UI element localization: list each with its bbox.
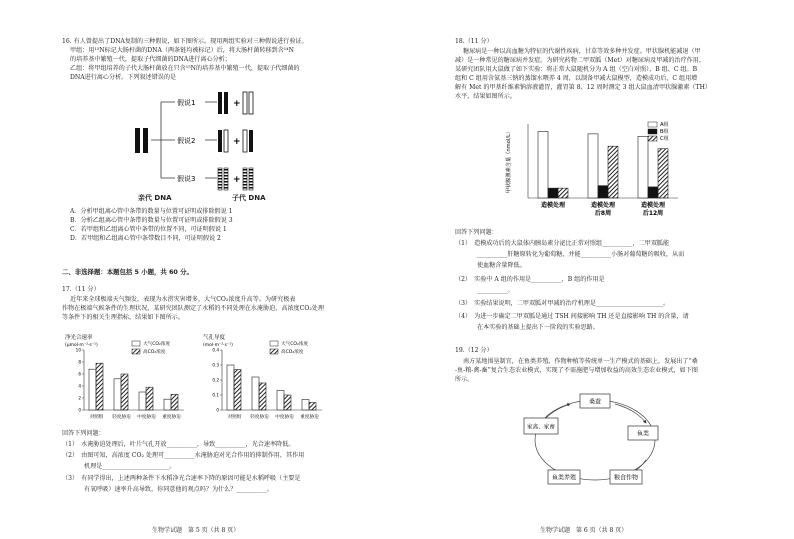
bar (146, 387, 153, 410)
q18-intro: 某研究团队用大鼠做了如下实验：将正常大鼠随机分为 A 组（空白对照）、B 组、C 组。B (455, 66, 698, 73)
q18-question: __________肝糖原转化为葡萄糖，并能__________小肠对葡萄糖的吸收，从而 (477, 251, 685, 258)
bar (259, 383, 266, 410)
q17-intro: 等条件下的相关生理指标，结果如下图所示。 (62, 314, 184, 321)
bar (558, 188, 568, 198)
option-d: D．若甲组和乙组离心管中条带数目不同，可证明假说 2 (70, 235, 221, 242)
hypothesis-label: 假说2 (177, 137, 196, 145)
bar (89, 369, 96, 410)
arrow-lines (205, 102, 217, 178)
page-footer-right: 生物学试题 第 6 页（共 8 页） (540, 527, 628, 534)
cycle-arrow (615, 404, 646, 423)
legend-swatch (648, 129, 657, 134)
bar (302, 400, 309, 411)
stomatal-conductance-chart (200, 330, 330, 426)
q17-questions-label: 回答下列问题： (62, 430, 105, 437)
q17-intro: 作物在极端气候条件的生理状况，某研究团队测定了水稻的不同处理在水淹胁迫、高浓度CO₂处理 (62, 305, 324, 312)
q18-question: 在本实验的基础上提出下一阶段的实验思路。 (477, 324, 599, 331)
q16-line: DNA进行离心分析。下列叙述错误的是 (70, 74, 177, 81)
q18-header: 18.（11 分） (455, 38, 493, 45)
bar (139, 392, 146, 410)
legend-label: 高CO₂浓度 (143, 350, 166, 355)
option-a: A．分析甲组离心管中条带的数量与位置可证明或排除假说 1 (70, 208, 233, 215)
bar (171, 394, 178, 410)
bar (638, 136, 648, 198)
x-tick-label: 中度胁迫 (137, 415, 156, 420)
x-tick-label: 后12周 (642, 210, 664, 217)
y-tick-label: 0 (216, 407, 219, 413)
q17-question: （1） 水淹胁迫处理后，叶片气孔开放__________，导致__________，光合速率降低。 (62, 441, 295, 448)
q19-intro: 南方某地围垦制宜，在鱼类养殖、作物种植等传统单一生产模式的基础上，发展出了“桑 (463, 358, 698, 365)
parent-strand (143, 128, 148, 153)
bar (608, 146, 618, 198)
q18-question: （1） 造模成功后的大鼠体内胰岛素分泌比正常对照组__________，二甲双胍能 (455, 240, 670, 247)
chart-ylabel: (mol·m⁻²·s⁻¹) (203, 343, 233, 348)
option-b: B．分析乙组离心管中条带的数量与位置可证明或排除假说 3 (70, 217, 233, 224)
legend-label: 大气CO₂浓度 (143, 342, 171, 347)
x-tick-label: 后8周 (594, 210, 612, 217)
q16-line: 的培养基中繁殖一代，提取子代细菌的DNA进行离心分析； (70, 56, 231, 63)
chart-ylabel: (μmol·m⁻²·s⁻¹) (65, 343, 98, 348)
legend-swatch (132, 349, 140, 354)
q18-intro: 组和 C 组用含氨基三钠的蒸馏水喂养 4 周，以制备甲减大鼠模型，造模成功后，C 组用增 (455, 75, 698, 82)
bar (648, 187, 658, 198)
q16-line: 16. 有人曾提出了DNA复制的三种假说，如下图所示。现用两组实验对三种假说进行验证。 (62, 38, 308, 45)
hypothesis-label: 假说3 (177, 175, 196, 183)
q18-intro: 水平，结果如图所示。 (455, 93, 516, 100)
net-photosynthesis-chart (62, 330, 192, 426)
bar (234, 370, 241, 411)
q18-question: （3） 实验结果说明，二甲双胍对甲减的治疗机理是______________________。 (455, 300, 670, 307)
q19-intro: -鱼-粮-禽-畜”复合生态农业模式，实现了不需施肥与增加收益的高效生态农业模式，如下图 (455, 367, 698, 374)
legend-swatch (132, 341, 140, 346)
bar (588, 134, 598, 198)
q18-intro: 糖尿病是一种以高血糖为特征的代谢性疾病，甘草等效多种并发症。甲状腺机能减退（甲 (463, 48, 701, 55)
y-tick-label: 0 (78, 407, 81, 413)
legend-label: B组 (660, 129, 669, 135)
x-tick-label: 中度胁迫 (275, 415, 294, 420)
q17-question: （3） 有同学得出，上述两种条件下水稻净光合速率下降的原因可能是水稻呼吸（主要是 (62, 475, 301, 482)
y-tick-label: 0.4 (212, 347, 219, 353)
x-tick-label: 轻度胁迫 (250, 415, 269, 420)
y-tick-label: 10 (75, 347, 81, 353)
svg-text:+: + (233, 137, 241, 147)
q18-question: 使血糖含量降低。 (477, 262, 526, 269)
bar (277, 391, 284, 411)
chart-title: 气孔导度 (203, 335, 226, 341)
section-heading: 二、非选择题：本题包括 5 小题，共 60 分。 (62, 268, 193, 276)
bar (538, 131, 548, 198)
q18-intro: 解有 Met 的甲基纤维素钠溶液灌胃，灌胃第 8、12 周时测定 3 组大鼠血清甲状腺激素（TH） (455, 84, 711, 91)
legend-swatch (270, 341, 278, 346)
node-crops: 粮食作物 (613, 474, 639, 482)
bar (227, 365, 234, 410)
node-silkworm: 桑蚕 (588, 398, 602, 406)
legend-swatch (648, 136, 657, 141)
q18-intro: 减）是一种常见的糖尿病并发症。为研究药物二甲双胍（Met）对糖尿病及甲减的治疗作用， (455, 57, 705, 64)
q16-line: 甲组：用¹⁵N标记大肠杆菌的DNA（两条链均被标记）后，将大肠杆菌转移到含¹⁴N (70, 47, 294, 54)
y-tick-label: 0.2 (212, 377, 219, 383)
bar (548, 188, 558, 198)
x-tick-label: 造模处理 (540, 202, 566, 209)
q17-question: （2） 由图可知，高浓度 CO₂ 处理可__________水淹胁迫对光合作用的抑制作用，其作用 (62, 452, 305, 459)
x-tick-label: 对照组 (227, 415, 242, 420)
x-tick-label: 造模处理 (640, 202, 666, 209)
child-dna-label: 子代 DNA (232, 194, 266, 202)
bar (658, 149, 668, 198)
q17-question: 机理是______________________。 (84, 463, 176, 470)
node-fish-farming: 鱼类养殖 (551, 474, 577, 482)
q18-question: （4） 为进一步确定二甲双胍是通过 TSH 间接影响 TH 还是直接影响 TH 的含量，请 (455, 313, 689, 320)
page-footer-left: 生物学试题 第 5 页（共 8 页） (152, 527, 240, 534)
legend-swatch (648, 122, 657, 127)
chart-title: 净光合速率 (65, 335, 93, 341)
svg-text:+: + (233, 175, 241, 185)
x-tick-label: 重度胁迫 (162, 415, 181, 420)
bar (164, 399, 171, 410)
legend-swatch (270, 349, 278, 354)
x-tick-label: 造模处理 (590, 202, 616, 209)
thyroid-hormone-chart (500, 106, 700, 226)
dna-hypotheses-diagram (125, 88, 285, 203)
chart-ylabel: 甲状腺激素含量（nmol/L） (506, 128, 512, 194)
q17-intro: 近年来全球极端天气频发，表现为水涝灾害增多，大气CO₂浓度升高等。为研究极表 (70, 296, 296, 303)
legend-label: C组 (660, 136, 669, 142)
bar (114, 379, 121, 410)
y-tick-label: 6 (78, 371, 81, 377)
option-c: C．若甲组和乙组离心管中条带的位置不同，可证明假说 1 (70, 226, 227, 233)
y-tick-label: 4 (78, 383, 81, 389)
bar (252, 377, 259, 410)
x-tick-label: 重度胁迫 (300, 415, 319, 420)
bar (598, 186, 608, 198)
x-tick-label: 对照组 (89, 415, 104, 420)
eco-agriculture-diagram (520, 390, 670, 490)
q19-header: 19.（12 分） (455, 347, 493, 354)
q18-question: __________。 (477, 287, 514, 294)
y-tick-label: 2 (78, 395, 81, 401)
y-tick-label: 0.3 (212, 362, 219, 368)
q18-questions-label: 回答下列问题： (455, 229, 498, 236)
bar (96, 363, 103, 410)
parent-dna-label: 亲代 DNA (138, 194, 172, 202)
q17-header: 17.（11 分） (62, 286, 100, 293)
q16-line: 乙组：将甲组培养的子代大肠杆菌放在只含¹⁵N的培养基中繁殖一代，提取子代细菌的 (70, 65, 300, 72)
q17-question: 有氧呼吸）速率升高导致，你同意他的观点吗？为什么？__________。 (84, 486, 273, 493)
hypothesis-label: 假说1 (177, 99, 196, 107)
svg-text:+: + (233, 99, 241, 109)
node-livestock: 家禽、家畜 (527, 424, 555, 431)
bar (121, 374, 128, 410)
node-fish: 鱼类 (636, 430, 650, 438)
bar (309, 403, 316, 411)
x-tick-label: 轻度胁迫 (112, 415, 131, 420)
q19-intro: 所示。 (455, 376, 474, 383)
legend-label: 大气CO₂浓度 (281, 342, 309, 347)
parent-strand (135, 128, 140, 153)
branch-lines (151, 102, 175, 178)
legend-label: A组 (660, 122, 669, 128)
y-tick-label: 8 (78, 359, 81, 365)
y-tick-label: 0.1 (212, 392, 219, 398)
q18-question: （2） 实验中 A 组的作用是__________，B 组的作用是 (455, 276, 605, 283)
bar (284, 395, 291, 410)
legend-label: 高CO₂浓度 (281, 350, 304, 355)
